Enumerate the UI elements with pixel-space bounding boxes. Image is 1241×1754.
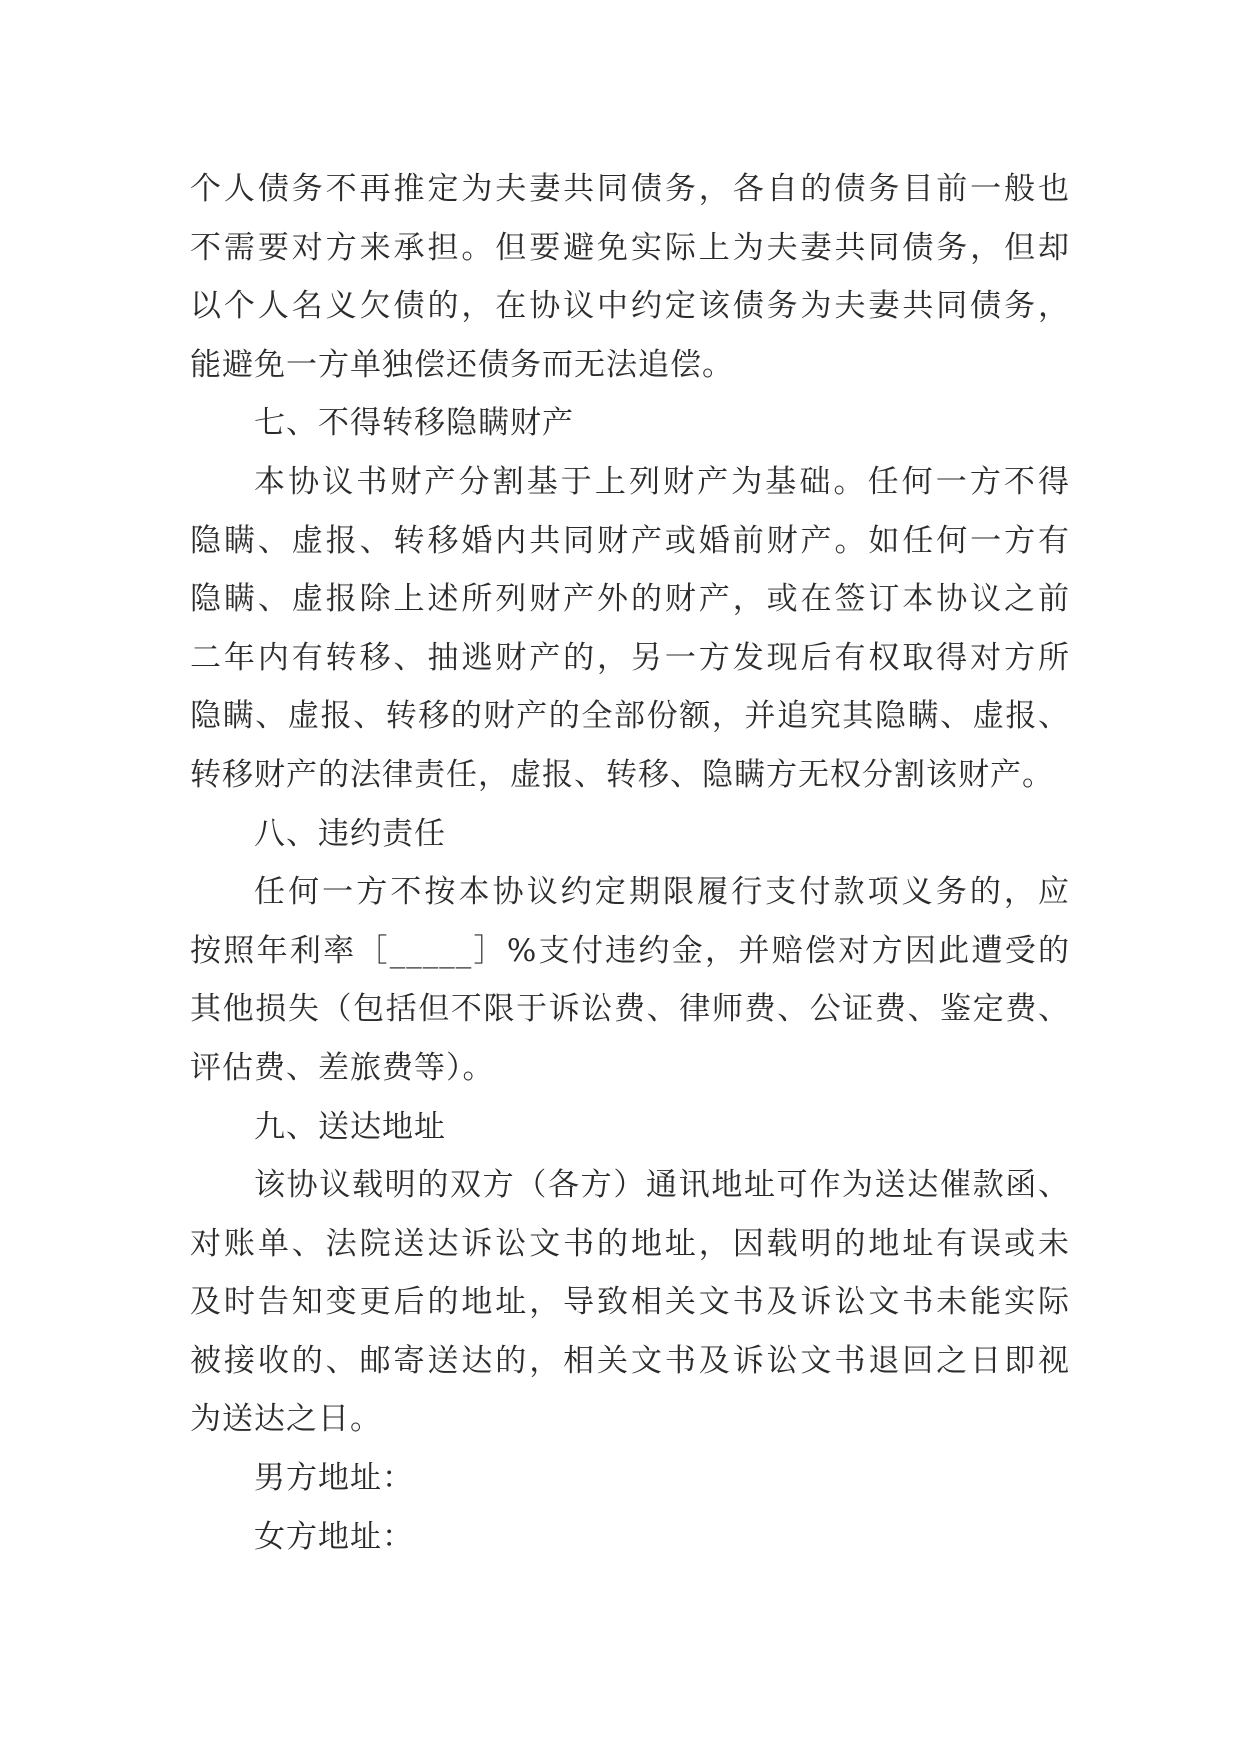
text-line: 隐瞒、虚报、转移婚内共同财产或婚前财产。如任何一方有	[190, 522, 1070, 559]
text-line: 为送达之日。	[190, 1401, 382, 1438]
text-line: 其他损失（包括但不限于诉讼费、律师费、公证费、鉴定费、	[190, 991, 1070, 1028]
text-line: 七、不得转移隐瞒财产	[254, 405, 574, 442]
text-line: 任何一方不按本协议约定期限履行支付款项义务的，应	[254, 874, 1070, 911]
text-line: 该协议载明的双方（各方）通讯地址可作为送达催款函、	[254, 1167, 1070, 1204]
text-line: 隐瞒、虚报除上述所列财产外的财产，或在签订本协议之前	[190, 581, 1070, 618]
text-line: 不需要对方来承担。但要避免实际上为夫妻共同债务，但却	[190, 229, 1070, 266]
text-line: 按照年利率［_____］%支付违约金，并赔偿对方因此遭受的	[190, 932, 1070, 969]
text-line: 二年内有转移、抽逃财产的，另一方发现后有权取得对方所	[190, 639, 1070, 676]
text-line: 及时告知变更后的地址，导致相关文书及诉讼文书未能实际	[190, 1284, 1070, 1321]
text-line: 被接收的、邮寄送达的，相关文书及诉讼文书退回之日即视	[190, 1342, 1070, 1379]
text-line: 女方地址：	[254, 1518, 414, 1555]
text-line: 以个人名义欠债的，在协议中约定该债务为夫妻共同债务，	[190, 288, 1070, 325]
text-line: 对账单、法院送达诉讼文书的地址，因载明的地址有误或未	[190, 1225, 1070, 1262]
text-line: 本协议书财产分割基于上列财产为基础。任何一方不得	[254, 463, 1070, 500]
document-body	[190, 160, 1070, 1566]
text-line: 隐瞒、虚报、转移的财产的全部份额，并追究其隐瞒、虚报、	[190, 698, 1070, 735]
text-line: 能避免一方单独偿还债务而无法追偿。	[190, 346, 734, 383]
text-line: 个人债务不再推定为夫妻共同债务，各自的债务目前一般也	[190, 171, 1070, 207]
text-line: 男方地址：	[254, 1460, 414, 1497]
text-line: 评估费、差旅费等）。	[190, 1049, 495, 1086]
text-line: 九、送达地址	[254, 1108, 446, 1145]
text-line: 八、违约责任	[254, 815, 446, 852]
text-line: 转移财产的法律责任，虚报、转移、隐瞒方无权分割该财产。	[190, 756, 1054, 793]
